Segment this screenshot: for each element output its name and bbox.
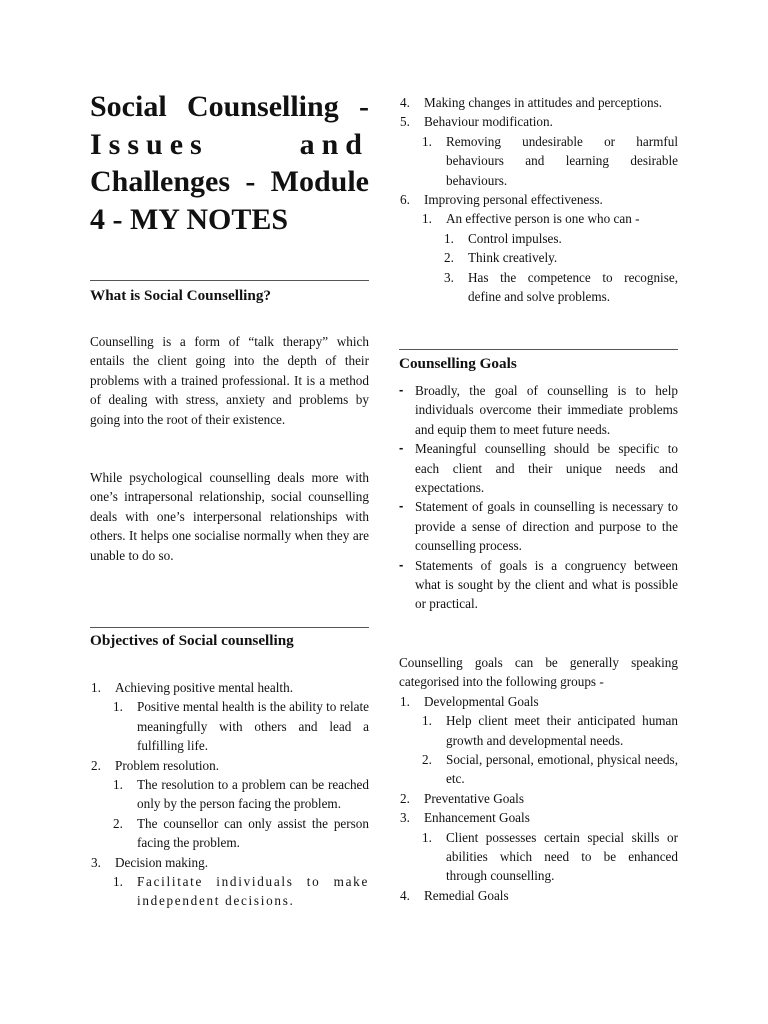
list-number: 1. — [444, 230, 454, 246]
section-divider — [399, 349, 678, 350]
list-number: 3. — [91, 854, 101, 870]
list-number: 4. — [400, 887, 410, 903]
bullet-text: Meaningful counselling should be specific to each client and their unique needs and expectations. — [415, 441, 678, 496]
list-subsubitem — [399, 248, 678, 267]
list-item-text: Decision making. — [115, 854, 209, 870]
list-number: 2. — [113, 815, 123, 831]
list-subitem — [399, 209, 678, 228]
bullet-item — [399, 497, 678, 555]
list-number: 2. — [400, 790, 410, 806]
title-line-4: 4 - MY NOTES — [90, 202, 289, 236]
list-number: 3. — [444, 269, 454, 285]
list-item — [399, 112, 678, 131]
list-subitem — [90, 814, 369, 853]
paragraph-text: Counselling is a form of “talk therapy” which entails the client going into the depth of their problems with a trained professional. It is a method of dealing with stress, anxiety and problems by going into the root of their existence. — [90, 334, 369, 427]
list-number: 2. — [444, 250, 454, 266]
list-item-text: Developmental Goals — [424, 693, 539, 709]
list-item-text: Problem resolution. — [115, 757, 220, 773]
bullet-item — [399, 381, 678, 439]
goals-intro: Counselling goals can be generally speaking categorised into the following groups - — [399, 655, 678, 690]
page-title — [90, 88, 369, 238]
list-item-text: Help client meet their anticipated human growth and developmental needs. — [446, 713, 678, 748]
section-heading-what-is: What is Social Counselling? — [90, 287, 272, 304]
dash-bullet: - — [399, 440, 404, 456]
list-number: 1. — [422, 211, 432, 227]
list-item — [399, 190, 678, 209]
list-number: 1. — [113, 874, 123, 890]
list-item — [399, 93, 678, 112]
list-item — [399, 808, 678, 827]
list-subitem — [399, 132, 678, 190]
list-number: 1. — [113, 777, 123, 793]
list-number: 6. — [400, 192, 410, 208]
list-item-text: Preventative Goals — [424, 790, 524, 806]
list-subitem — [399, 750, 678, 789]
what-is-paragraph-1 — [90, 332, 369, 429]
list-number: 2. — [422, 752, 432, 768]
list-subitem — [399, 828, 678, 886]
list-item-text: Achieving positive mental health. — [115, 680, 293, 695]
paragraph-text: While psychological counselling deals more with one’s intrapersonal relationship, social counselling deals with one’s interpersonal relationships with others. It helps one socialise normally when they are unable to do so. — [90, 470, 369, 563]
list-item-text: Social, personal, emotional, physical needs, etc. — [446, 752, 678, 787]
title-line-1: Social Counselling - — [90, 90, 369, 123]
list-number: 1. — [422, 713, 432, 729]
dash-bullet: - — [399, 556, 404, 572]
list-number: 2. — [91, 757, 101, 773]
bullet-text: Statements of goals is a congruency between what is sought by the client and what is possible or practical. — [415, 557, 678, 612]
section-heading-objectives: Objectives of Social counselling — [90, 632, 294, 649]
dash-bullet: - — [399, 382, 404, 397]
list-number: 1. — [91, 680, 101, 695]
bullet-item — [399, 439, 678, 497]
list-item — [399, 692, 678, 711]
list-item-text: Removing undesirable or harmful behaviours and learning desirable behaviours. — [446, 133, 678, 188]
list-item-text: Improving personal effectiveness. — [424, 192, 603, 208]
list-number: 1. — [422, 829, 432, 845]
list-item-text: Has the competence to recognise, define and solve problems. — [468, 269, 678, 305]
list-number: 1. — [422, 133, 432, 149]
list-item — [399, 789, 678, 808]
list-number: 1. — [113, 699, 123, 715]
list-item-text: Enhancement Goals — [424, 810, 530, 826]
section-divider — [90, 280, 369, 281]
list-subsubitem — [399, 268, 678, 307]
list-subitem — [90, 872, 369, 911]
list-item-text: Facilitate individuals to make independent decisions. — [137, 874, 369, 909]
list-number: 3. — [400, 810, 410, 826]
objectives-list — [90, 678, 369, 911]
list-number: 1. — [400, 693, 410, 709]
list-number: 5. — [400, 114, 410, 130]
list-subsubitem — [399, 229, 678, 248]
list-item-text: Remedial Goals — [424, 887, 509, 903]
section-divider — [90, 627, 369, 628]
title-line-3: Challenges - Module — [90, 165, 369, 198]
bullet-item — [399, 556, 678, 614]
list-item-text: Control impulses. — [468, 230, 562, 246]
list-item-text: The resolution to a problem can be reached only by the person facing the problem. — [137, 777, 369, 812]
objectives-list-continued — [399, 93, 678, 306]
list-item-text: An effective person is one who can - — [446, 211, 640, 227]
section-heading-counselling-goals: Counselling Goals — [399, 355, 517, 372]
list-number: 4. — [400, 95, 410, 110]
list-item-text: The counsellor can only assist the person facing the problem. — [137, 815, 369, 851]
bullet-text: Broadly, the goal of counselling is to help individuals overcome their immediate problems and equip them to meet future needs. — [415, 383, 678, 437]
list-item — [90, 756, 369, 775]
list-item-text: Positive mental health is the ability to relate meaningfully with others and lead a fulfilling life. — [137, 699, 369, 754]
list-item — [399, 886, 678, 905]
bullet-text: Statement of goals in counselling is necessary to provide a sense of direction and purpose to the counselling process. — [415, 499, 678, 554]
dash-bullet: - — [399, 498, 404, 514]
list-item-text: Think creatively. — [468, 250, 558, 266]
title-line-2: Issues and — [90, 127, 369, 161]
goals-bullets — [399, 381, 678, 614]
goals-groups — [399, 653, 678, 905]
list-subitem — [90, 697, 369, 755]
list-item — [90, 678, 369, 697]
list-subitem — [90, 775, 369, 814]
what-is-paragraph-2 — [90, 468, 369, 565]
list-item-text: Client possesses certain special skills or abilities which need to be enhanced through counselling. — [446, 829, 678, 884]
list-subitem — [399, 711, 678, 750]
list-item — [90, 853, 369, 872]
list-item-text: Making changes in attitudes and perceptions. — [424, 95, 663, 110]
list-item-text: Behaviour modification. — [424, 114, 553, 130]
